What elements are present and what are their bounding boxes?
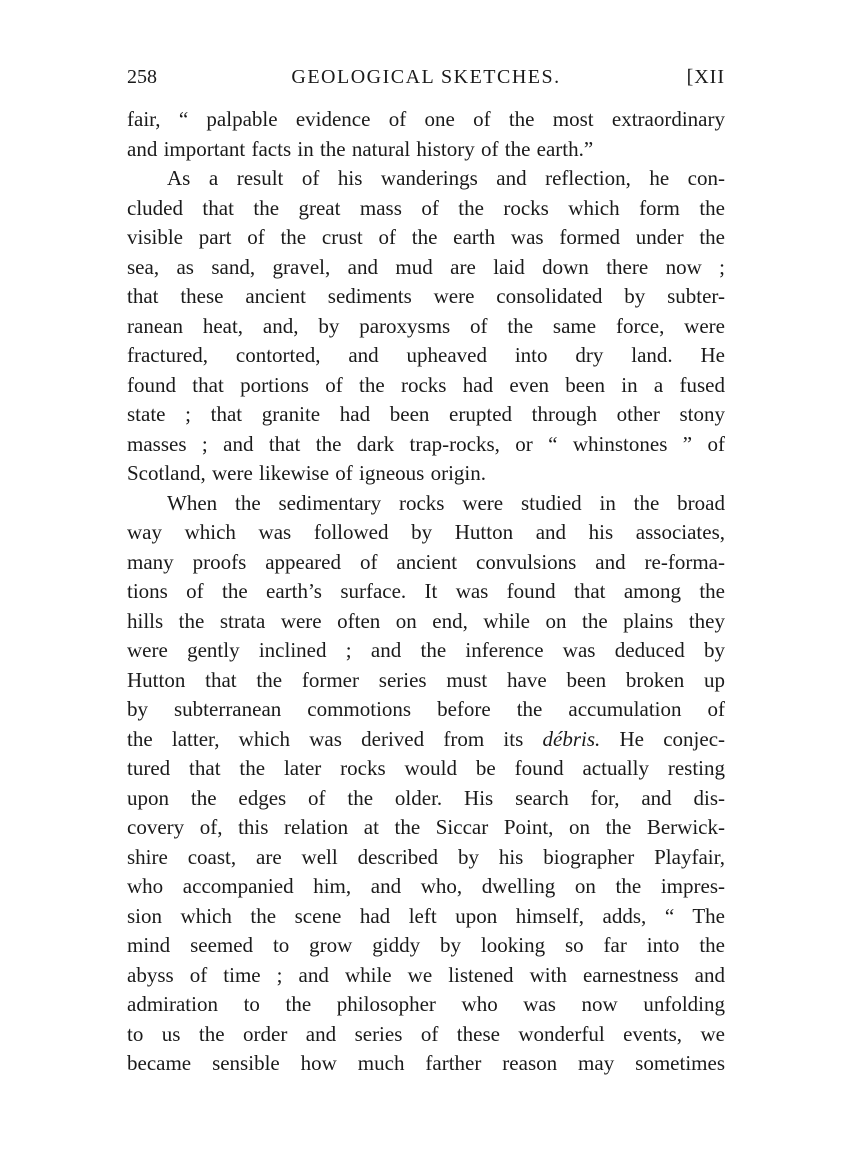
text-line: ranean heat, and, by paroxysms of the same force, were (127, 313, 725, 338)
text-line: sion which the scene had left upon himself, adds, “ The (127, 903, 725, 928)
page-number: 258 (127, 66, 157, 88)
text-line: that these ancient sediments were consolidated by subter- (127, 284, 725, 308)
text-line: fractured, contorted, and upheaved into dry land. He (127, 343, 725, 367)
text-line: cluded that the great mass of the rocks which form the (127, 195, 725, 220)
text-line: tured that the later rocks would be found actually resting (127, 756, 725, 780)
text-line: visible part of the crust of the earth was formed under the (127, 225, 725, 249)
text-line: tions of the earth’s surface. It was found that among the (127, 579, 725, 603)
text-line: and important facts in the natural history of the earth.” (127, 136, 594, 161)
running-header (127, 62, 725, 92)
text-line: by subterranean commotions before the accumulation of (127, 697, 725, 721)
text-line: Hutton that the former series must have been broken up (127, 667, 725, 692)
text-line: shire coast, are well described by his biographer Playfair, (127, 844, 725, 869)
text-line: to us the order and series of these wonderful events, we (127, 1021, 725, 1046)
text-fragment: the latter, which was derived from its (127, 726, 524, 751)
text-line: hills the strata were often on end, while on the plains they (127, 608, 725, 633)
text-line: fair, “ palpable evidence of one of the most extraordinary (127, 107, 725, 131)
chapter-marker: [XII (686, 66, 725, 88)
text-line: Scotland, were likewise of igneous origin. (127, 461, 487, 485)
text-line: masses ; and that the dark trap-rocks, or “ whinstones ” of (127, 431, 725, 456)
running-title: GEOLOGICAL SKETCHES. (291, 66, 561, 88)
body-text (127, 105, 725, 1079)
text-line: were gently inclined ; and the inference was deduced by (127, 638, 725, 662)
text-line: abyss of time ; and while we listened with earnestness and (127, 962, 725, 987)
book-page (127, 62, 725, 1079)
text-fragment: He conjec- (600, 726, 726, 751)
text-line: who accompanied him, and who, dwelling on the impres- (127, 874, 725, 898)
text-line: became sensible how much farther reason may sometimes (127, 1051, 725, 1075)
text-line (127, 725, 725, 755)
text-line: As a result of his wanderings and reflection, he con- (167, 166, 725, 190)
text-line: admiration to the philosopher who was now unfolding (127, 992, 725, 1016)
text-line: state ; that granite had been erupted through other stony (127, 402, 725, 426)
text-line: way which was followed by Hutton and his associates, (127, 520, 725, 544)
text-line: covery of, this relation at the Siccar Point, on the Berwick- (127, 815, 725, 839)
text-line: many proofs appeared of ancient convulsions and re-forma- (127, 549, 725, 574)
text-line: found that portions of the rocks had even been in a fused (127, 372, 725, 397)
text-line: When the sedimentary rocks were studied in the broad (167, 490, 725, 515)
text-line: sea, as sand, gravel, and mud are laid down there now ; (127, 254, 725, 279)
italic-term: débris. (542, 726, 601, 751)
text-line: mind seemed to grow giddy by looking so far into the (127, 933, 725, 957)
text-line: upon the edges of the older. His search for, and dis- (127, 785, 725, 810)
